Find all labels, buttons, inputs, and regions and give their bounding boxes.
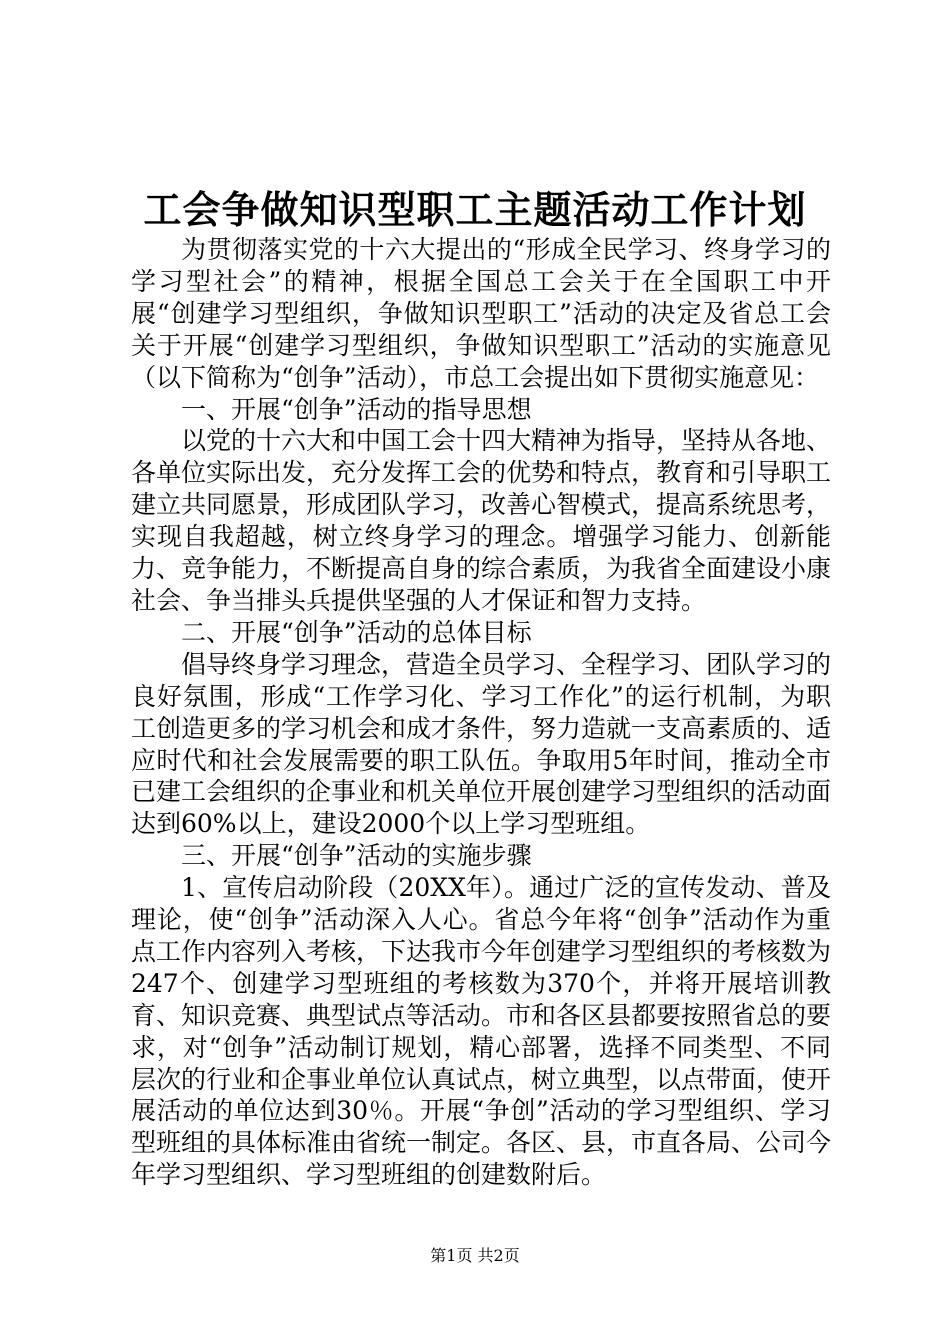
overall-goal-paragraph: 倡导终身学习理念，营造全员学习、全程学习、团队学习的良好氛围，形成“工作学习化、学习工作化”的运行机制，为职工创造更多的学习机会和成才条件，努力造就一支高素质的、适应时代和社会发展需要的职工队伍。争取用5年时间，推动全市已建工会组织的企事业和机关单位开展创建学习型组织的活动面达到60%以上，建设2000个以上学习型班组。 — [131, 649, 832, 839]
section-heading-guiding-ideology: 一、开展“创争”活动的指导思想 — [181, 394, 532, 424]
document-body — [131, 234, 831, 1191]
guiding-ideology-paragraph: 以党的十六大和中国工会十四大精神为指导，坚持从各地、各单位实际出发，充分发挥工会的优势和特点，教育和引导职工建立共同愿景，形成团队学习，改善心智模式，提高系统思考，实现自我超越，树立终身学习的理念。增强学习能力、创新能力、竞争能力，不断提高自身的综合素质，为我省全面建设小康社会、争当排头兵提供坚强的人才保证和智力支持。 — [131, 426, 832, 615]
page-title: 工会争做知识型职工主题活动工作计划 — [143, 187, 807, 232]
intro-paragraph: 为贯彻落实党的十六大提出的“形成全民学习、终身学习的学习型社会”的精神，根据全国总工会关于在全国职工中开展“创建学习型组织，争做知识型职工”活动的决定及省总工会关于开展“创建学习型组织，争做知识型职工”活动的实施意见（以下简称为“创争”活动），市总工会提出如下贯彻实施意见： — [131, 235, 831, 392]
implementation-step-1-paragraph: 1、宣传启动阶段（20XX年）。通过广泛的宣传发动、普及理论，使“创争”活动深入人心。省总今年将“创争”活动作为重点工作内容列入考核，下达我市今年创建学习型组织的考核数为247个、创建学习型班组的考核数为370个，并将开展培训教育、知识竞赛、典型试点等活动。市和各区县都要按照省总的要求，对“创争”活动制订规划，精心部署，选择不同类型、不同层次的行业和企事业单位认真试点，树立典型，以点带面，使开展活动的单位达到30％。开展“争创”活动的学习型组织、学习型班组的具体标准由省统一制定。各区、县，市直各局、公司今年学习型组织、学习型班组的创建数附后。 — [131, 873, 832, 1190]
section-heading-implementation-steps: 三、开展“创争”活动的实施步骤 — [181, 841, 532, 871]
page-footer: 第1页 共2页 — [430, 1246, 520, 1265]
section-heading-overall-goal: 二、开展“创争”活动的总体目标 — [181, 617, 532, 647]
